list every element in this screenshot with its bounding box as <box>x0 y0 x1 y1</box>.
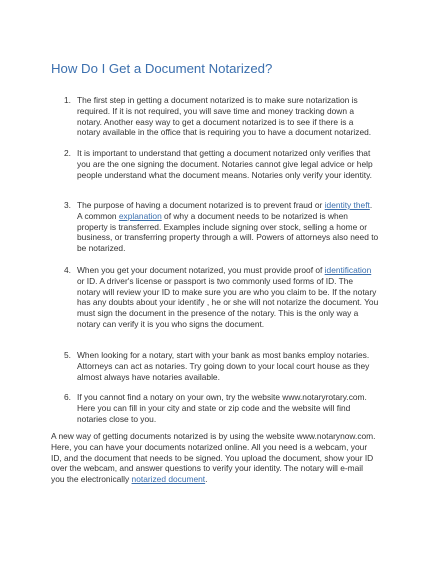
notarized-document-link[interactable]: notarized document <box>131 474 206 485</box>
step-line: When looking for a notary, start with your bank as most banks employ notaries. <box>77 350 370 360</box>
step-line: property is transferred. Examples include signing over stock, selling a home or <box>77 221 368 232</box>
step-line: The first step in getting a document notarized is to make sure notarization is <box>77 95 358 105</box>
page-title: How Do I Get a Document Notarized? <box>51 61 273 76</box>
step-line: almost always have notaries available. <box>77 371 220 382</box>
step-line: Attorneys can act as notaries. Try going down to your local court house as they <box>77 360 370 371</box>
step-line: notaries close to you. <box>77 413 157 424</box>
step-line: people understand what the document means. Notaries only verify your identity. <box>77 169 372 180</box>
step-line: be notarized. <box>77 243 126 254</box>
step-number: 1. <box>64 95 71 105</box>
step-line: has any doubts about your identify , he or she will not notarize the document. You <box>77 297 379 308</box>
step-text: The purpose of having a document notarized is to prevent fraud or <box>77 200 325 210</box>
step-line <box>77 200 397 211</box>
step-line: Here you can fill in your city and state or zip code and the website will find <box>77 402 351 413</box>
step-line: It is important to understand that getting a document notarized only verifies that <box>77 148 371 158</box>
list-item <box>64 265 397 330</box>
step-number: 5. <box>64 350 71 360</box>
paragraph-text: you the electronically <box>51 474 132 485</box>
list-item <box>64 392 397 424</box>
step-text: of why a document needs to be notarized is when <box>161 210 348 221</box>
identification-link[interactable]: identification <box>324 265 372 275</box>
step-number: 4. <box>64 265 71 275</box>
explanation-link[interactable]: explanation <box>118 210 162 221</box>
step-line <box>77 211 397 222</box>
paragraph-line: A new way of getting documents notarized is by using the website www.notarynow.com. <box>51 431 376 441</box>
list-item <box>64 200 397 254</box>
identity-theft-link[interactable]: identity theft <box>324 200 370 210</box>
list-item <box>64 350 397 382</box>
step-line: or ID. A driver's license or passport is two commonly used forms of ID. The <box>77 275 354 286</box>
step-text: When you get your document notarized, you must provide proof of <box>77 265 325 275</box>
step-line: must sign the document in the presence of the notary. This is the only way a <box>77 308 359 319</box>
step-line: notary will review your ID to make sure you are who you claim to be. If the notary <box>77 286 377 297</box>
list-item <box>64 95 397 138</box>
step-number: 6. <box>64 392 71 402</box>
step-line: notary. Another easy way to get a document notarized is to see if there is a <box>77 116 354 127</box>
paragraph-text: . <box>205 474 208 485</box>
closing-paragraph <box>51 431 396 485</box>
step-line: required. If it is not required, you will save time and money tracking down a <box>77 105 354 116</box>
step-line: If you cannot find a notary on your own, try the website www.notaryrotary.com. <box>77 392 367 402</box>
step-line: notary can verify it is you who signs the document. <box>77 318 265 329</box>
step-text: . <box>369 200 373 210</box>
step-line: you are the one signing the document. Notaries cannot give legal advice or help <box>77 158 373 169</box>
step-number: 3. <box>64 200 71 210</box>
paragraph-line: over the webcam, and answer questions to verify your identity. The notary will e-mail <box>51 463 364 474</box>
step-number: 2. <box>64 148 71 158</box>
step-line: notary available in the office that is requiring you to have a document notarized. <box>77 127 372 138</box>
list-item <box>64 148 397 180</box>
paragraph-line: ID, and the document that needs to be signed. You upload the document, show your ID <box>51 452 374 463</box>
step-text: A common <box>77 210 119 221</box>
paragraph-line <box>51 474 396 485</box>
step-line: business, or transferring property through a will. Powers of attorneys also need to <box>77 232 379 243</box>
step-line <box>77 265 397 276</box>
paragraph-line: Here, you can have your documents notarized online. All you need is a webcam, your <box>51 441 368 452</box>
